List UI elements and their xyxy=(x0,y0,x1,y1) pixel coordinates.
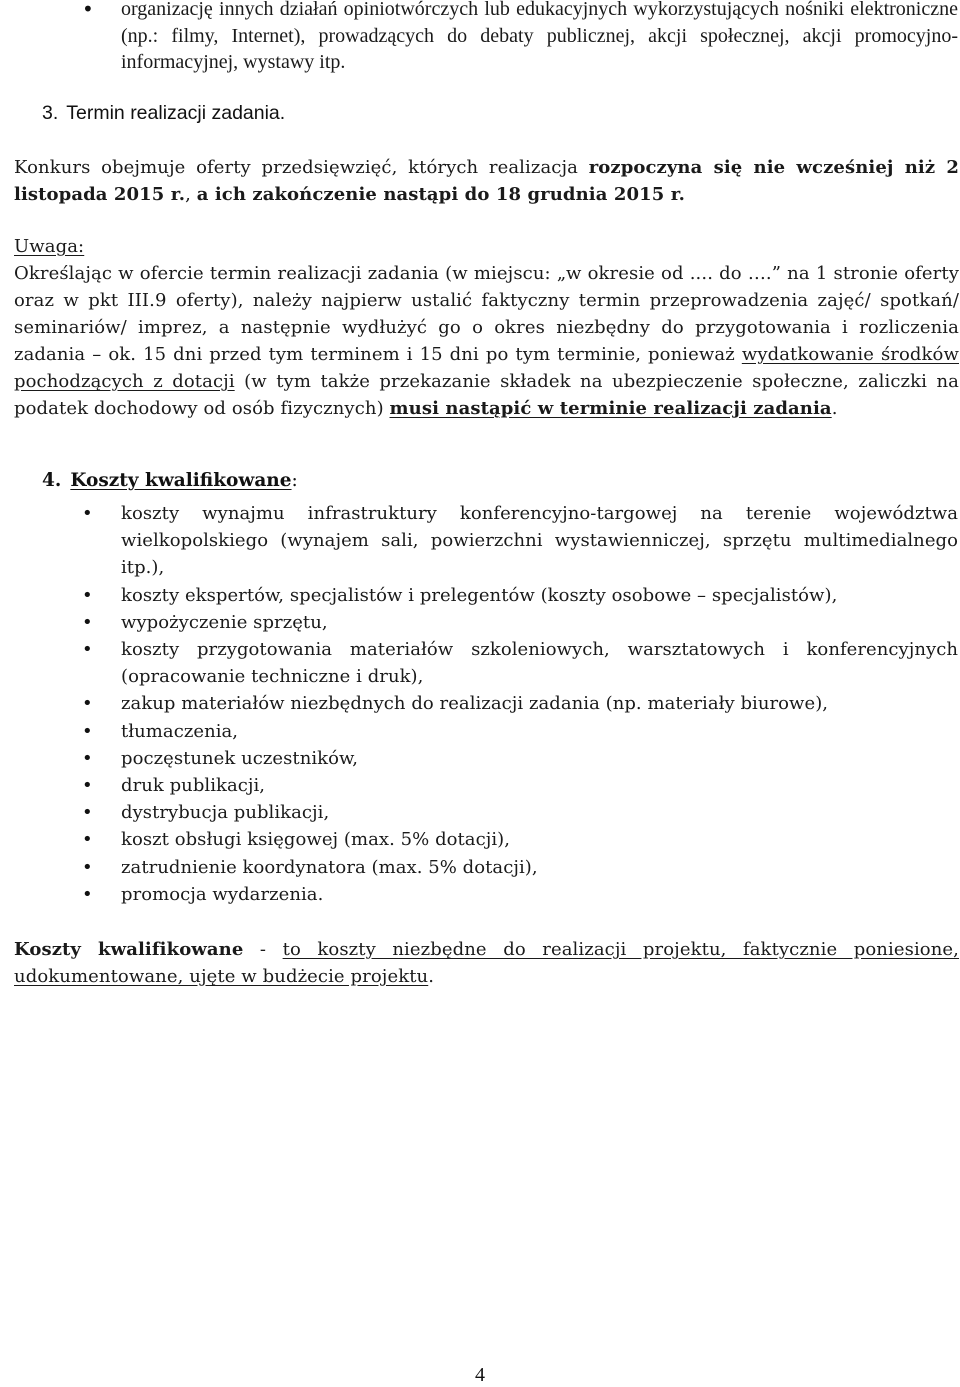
cost-item-text: dystrybucja publikacji, xyxy=(121,802,330,824)
list-item xyxy=(0,799,960,826)
bullet-icon: • xyxy=(82,639,93,661)
bullet-icon: • xyxy=(82,720,93,742)
bullet-icon: • xyxy=(82,0,94,21)
bullet-icon: • xyxy=(82,747,93,769)
list-item xyxy=(0,745,960,772)
note-label: Uwaga: xyxy=(14,236,85,257)
page-number: 4 xyxy=(475,1364,485,1386)
note-underlined-text: wydatkowanie środków pochodzących z dotacji xyxy=(14,344,959,392)
list-item xyxy=(0,690,960,717)
section-4-colon: : xyxy=(291,470,298,491)
bullet-icon: • xyxy=(82,693,93,715)
note-text: . xyxy=(831,398,838,419)
section-3-heading xyxy=(42,102,285,125)
section-4-number: 4. xyxy=(42,470,62,491)
bullet-icon: • xyxy=(82,611,93,633)
paragraph-text: , xyxy=(185,184,197,205)
cost-item-text: poczęstunek uczestników, xyxy=(121,747,359,769)
list-item xyxy=(0,854,960,881)
bullet-icon: • xyxy=(82,584,93,606)
cost-item-text: koszt obsługi księgowej (max. 5% dotacji), xyxy=(121,829,511,851)
note-block xyxy=(14,233,959,422)
section-4-title: Koszty kwalifikowane xyxy=(70,470,292,491)
cost-item-text: wypożyczenie sprzętu, xyxy=(121,611,328,633)
list-item xyxy=(0,718,960,745)
cost-item-text: promocja wydarzenia. xyxy=(121,883,324,905)
list-item xyxy=(0,0,960,76)
cost-item-text: koszty ekspertów, specjalistów i prelegentów (koszty osobowe – specjalistów), xyxy=(121,584,838,606)
cost-item-text: koszty przygotowania materiałów szkoleniowych, warsztatowych i konferencyjnych (opracowanie techniczne i druk), xyxy=(121,639,958,688)
intro-bullet-text: organizację innych działań opiniotwórczych lub edukacyjnych wykorzystujących nośniki elektroniczne (np.: filmy, Internet), prowadzących do debaty publicznej, akcji społecznej, akcji promocyjno-informacyjnej, wystawy itp. xyxy=(121,0,958,73)
definition-paragraph xyxy=(14,936,959,990)
bullet-icon: • xyxy=(82,802,93,824)
section-3-title: Termin realizacji zadania. xyxy=(66,102,286,124)
bullet-icon: • xyxy=(82,883,93,905)
section-3-number: 3. xyxy=(42,102,59,124)
bullet-icon: • xyxy=(82,856,93,878)
definition-text: to koszty niezbędne do realizacji projektu, faktycznie poniesione, udokumentowane, ujęte w budżecie projektu xyxy=(14,939,960,987)
bullet-icon: • xyxy=(82,503,93,524)
cost-item-text: druk publikacji, xyxy=(121,775,266,797)
bullet-icon: • xyxy=(82,775,93,797)
cost-item-text: tłumaczenia, xyxy=(121,720,239,742)
definition-term: Koszty kwalifikowane xyxy=(14,939,244,960)
intro-bullet-list xyxy=(0,0,960,76)
list-item xyxy=(0,500,960,582)
bullet-icon: • xyxy=(82,829,93,851)
cost-item-text: zakup materiałów niezbędnych do realizacji zadania (np. materiały biurowe), xyxy=(121,693,829,715)
list-item xyxy=(0,826,960,853)
list-item xyxy=(0,582,960,609)
list-item xyxy=(0,636,960,690)
cost-item-text: zatrudnienie koordynatora (max. 5% dotacji), xyxy=(121,856,538,878)
cost-item-text: koszty wynajmu infrastruktury konferencyjno-targowej na terenie województwa wielkopolskiego (wynajem sali, powierzchni wystawienniczej, sprzętu multimedialnego itp.), xyxy=(121,503,958,579)
paragraph-text: Konkurs obejmuje oferty przedsięwzięć, których realizacja xyxy=(14,157,589,178)
list-item xyxy=(0,772,960,799)
note-underlined-bold-text: musi nastąpić w terminie realizacji zadania xyxy=(389,398,832,419)
definition-end: . xyxy=(428,966,435,987)
note-text: Określając w ofercie termin realizacji zadania (w miejscu: „w okresie od .... do ….” na 1 stronie oferty oraz w pkt III.9 oferty), należy najpierw ustalić faktyczny termin przeprowadzenia zajęć/ spotkań/ seminariów/ imprez, a następnie wydłużyć go o okres niezbędny do przygotowania i rozliczenia zadania – ok. 15 dni przed tym terminem i 15 dni po tym terminie, ponieważ xyxy=(14,263,959,365)
section-4-heading xyxy=(42,470,298,491)
definition-dash: - xyxy=(243,939,283,960)
list-item xyxy=(0,609,960,636)
list-item xyxy=(0,881,960,908)
section-3-paragraph xyxy=(14,154,959,208)
start-date-text: rozpoczyna się nie wcześniej niż 2 listopada 2015 r. xyxy=(14,157,959,205)
note-text: (w tym także przekazanie składek na ubezpieczenie społeczne, zaliczki na podatek dochodowy od osób fizycznych) xyxy=(14,371,959,419)
end-date-text: a ich zakończenie nastąpi do 18 grudnia 2015 r. xyxy=(196,184,686,205)
cost-list xyxy=(0,500,960,908)
